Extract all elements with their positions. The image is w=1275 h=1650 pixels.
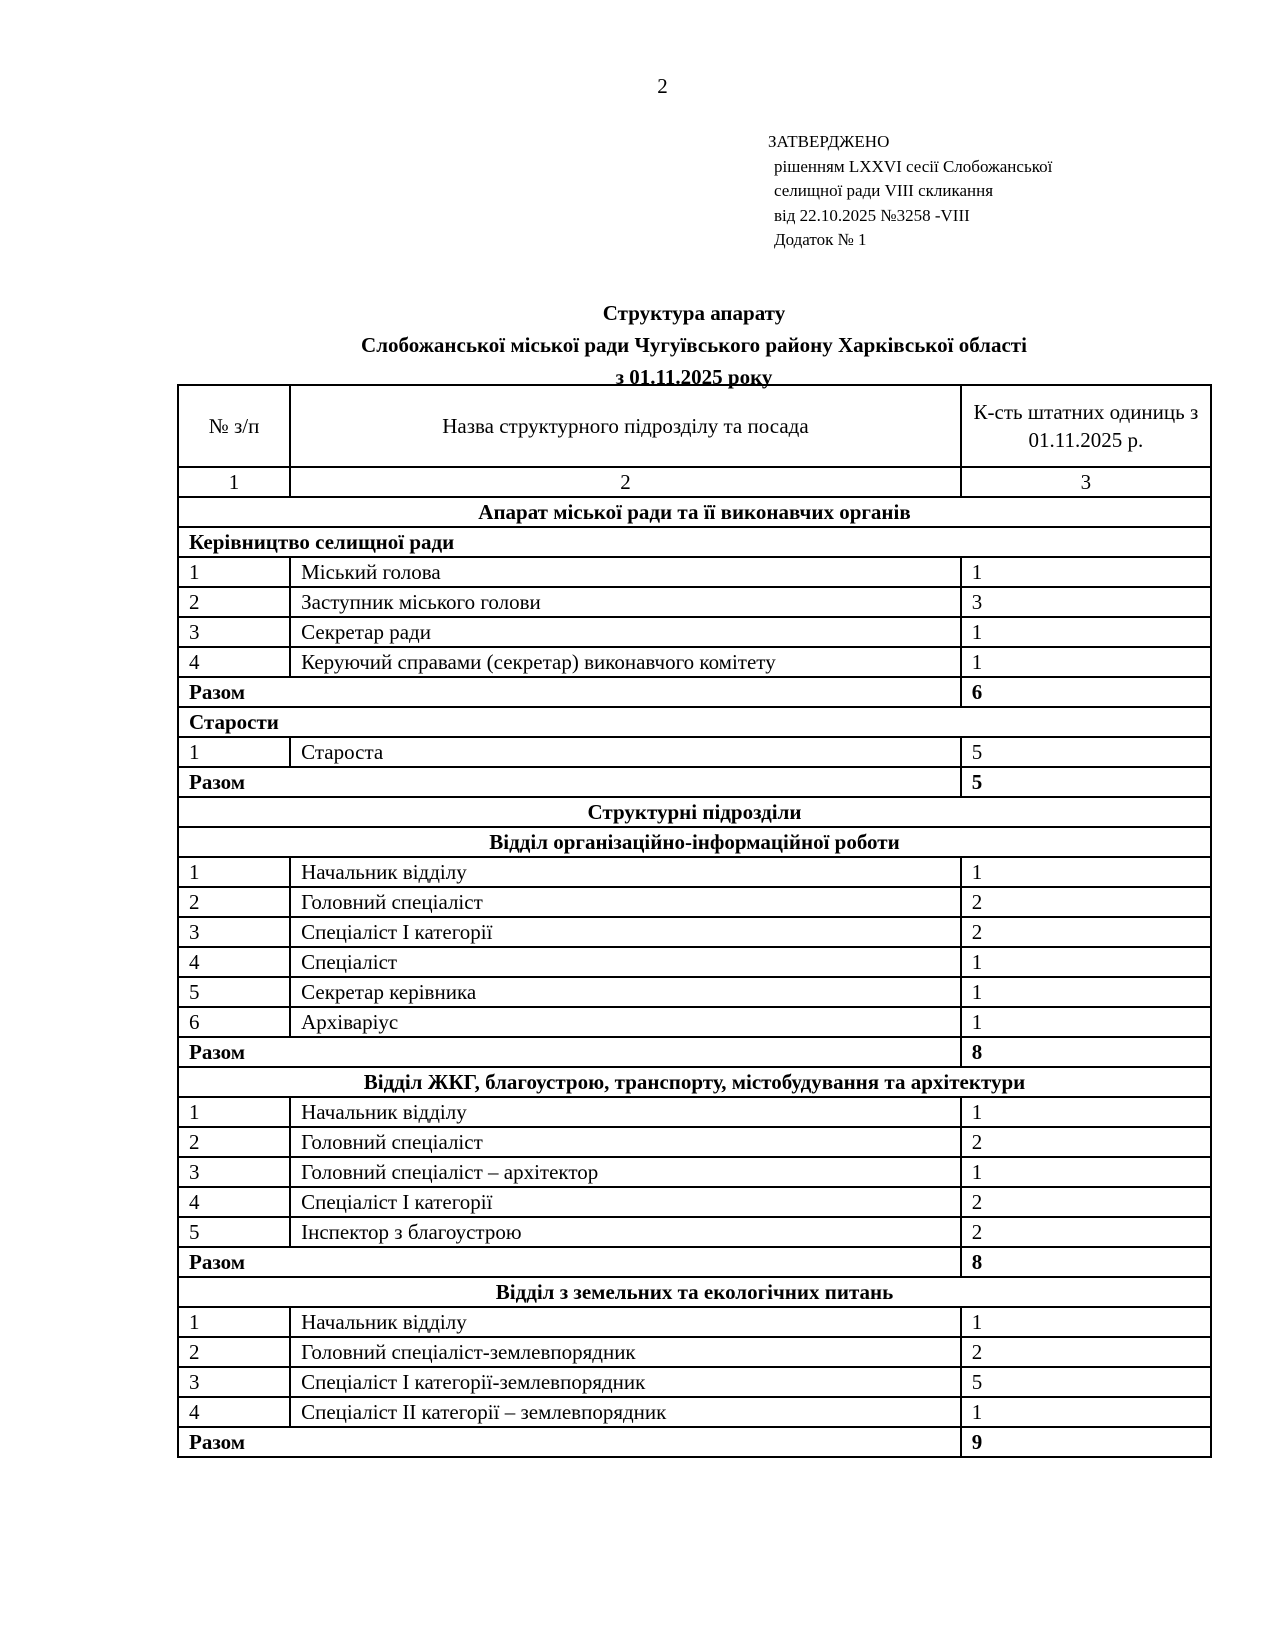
row-number: 1 [178, 1307, 290, 1337]
row-number: 4 [178, 647, 290, 677]
staff-count: 2 [961, 1187, 1211, 1217]
row-number: 4 [178, 947, 290, 977]
staff-count: 5 [961, 1367, 1211, 1397]
group-heading-row [178, 707, 1211, 737]
table-row [178, 947, 1211, 977]
section-heading-row [178, 827, 1211, 857]
total-count: 6 [961, 677, 1211, 707]
section-heading-row [178, 497, 1211, 527]
total-row [178, 1247, 1211, 1277]
row-number: 5 [178, 1217, 290, 1247]
table-row [178, 1007, 1211, 1037]
total-row [178, 767, 1211, 797]
staff-count: 1 [961, 1397, 1211, 1427]
row-number: 3 [178, 617, 290, 647]
row-number: 4 [178, 1397, 290, 1427]
section-heading-row [178, 797, 1211, 827]
table-header-row [178, 385, 1211, 467]
staff-count: 2 [961, 1127, 1211, 1157]
staff-count: 1 [961, 1307, 1211, 1337]
staff-count: 5 [961, 737, 1211, 767]
position-name: Головний спеціаліст [290, 887, 961, 917]
position-name: Секретар керівника [290, 977, 961, 1007]
staff-count: 3 [961, 587, 1211, 617]
total-label: Разом [178, 1037, 961, 1067]
row-number: 3 [178, 1367, 290, 1397]
staff-structure-table [177, 384, 1212, 1458]
table-row [178, 1367, 1211, 1397]
section-heading: Відділ з земельних та екологічних питань [178, 1277, 1211, 1307]
row-number: 2 [178, 587, 290, 617]
approval-council: селищної ради VIII скликання [774, 181, 994, 200]
row-number: 1 [178, 737, 290, 767]
row-number: 3 [178, 917, 290, 947]
approval-heading: ЗАТВЕРДЖЕНО [768, 132, 890, 151]
title-line-3: з 01.11.2025 року [615, 365, 773, 389]
table-row [178, 617, 1211, 647]
position-name: Інспектор з благоустрою [290, 1217, 961, 1247]
table-row [178, 1097, 1211, 1127]
table-row [178, 1157, 1211, 1187]
staff-count: 2 [961, 1337, 1211, 1367]
approval-date-number: від 22.10.2025 №3258 -VIII [774, 205, 970, 225]
position-name: Головний спеціаліст [290, 1127, 961, 1157]
table-row [178, 857, 1211, 887]
position-name: Спеціаліст І категорії-землевпорядник [290, 1367, 961, 1397]
row-number: 1 [178, 1097, 290, 1127]
total-label: Разом [178, 1247, 961, 1277]
table-row [178, 1187, 1211, 1217]
staff-count: 1 [961, 617, 1211, 647]
group-heading: Старости [178, 707, 1211, 737]
column-number: 2 [290, 467, 961, 497]
table-row [178, 1337, 1211, 1367]
title-line-1: Структура апарату [602, 301, 786, 325]
section-heading: Апарат міської ради та її виконавчих органів [178, 497, 1211, 527]
position-name: Начальник відділу [290, 1307, 961, 1337]
total-label: Разом [178, 1427, 961, 1457]
document-title [177, 297, 1211, 393]
section-heading: Структурні підрозділи [178, 797, 1211, 827]
row-number: 4 [178, 1187, 290, 1217]
position-name: Головний спеціаліст – архітектор [290, 1157, 961, 1187]
position-name: Староста [290, 737, 961, 767]
table-row [178, 1397, 1211, 1427]
approval-appendix: Додаток № 1 [774, 230, 867, 249]
staff-count: 1 [961, 947, 1211, 977]
total-count: 9 [961, 1427, 1211, 1457]
position-name: Архіваріус [290, 1007, 961, 1037]
column-number: 1 [178, 467, 290, 497]
row-number: 2 [178, 887, 290, 917]
staff-count: 2 [961, 887, 1211, 917]
table-row [178, 647, 1211, 677]
header-number: № з/п [178, 385, 290, 467]
page-number: 2 [657, 74, 668, 98]
position-name: Головний спеціаліст-землевпорядник [290, 1337, 961, 1367]
total-count: 8 [961, 1037, 1211, 1067]
row-number: 1 [178, 857, 290, 887]
row-number: 5 [178, 977, 290, 1007]
staff-count: 1 [961, 1007, 1211, 1037]
table-row [178, 1307, 1211, 1337]
position-name: Керуючий справами (секретар) виконавчого комітету [290, 647, 961, 677]
column-number-row [178, 467, 1211, 497]
header-count: К-сть штатних одиниць з 01.11.2025 р. [961, 385, 1211, 467]
table-row [178, 737, 1211, 767]
total-count: 8 [961, 1247, 1211, 1277]
staff-count: 1 [961, 557, 1211, 587]
total-label: Разом [178, 767, 961, 797]
staff-count: 1 [961, 647, 1211, 677]
staff-count: 1 [961, 977, 1211, 1007]
row-number: 3 [178, 1157, 290, 1187]
total-count: 5 [961, 767, 1211, 797]
table-row [178, 977, 1211, 1007]
total-row [178, 1037, 1211, 1067]
position-name: Заступник міського голови [290, 587, 961, 617]
approval-stamp [768, 130, 1052, 253]
section-heading: Відділ організаційно-інформаційної роботи [178, 827, 1211, 857]
position-name: Спеціаліст І категорії [290, 1187, 961, 1217]
table-row [178, 587, 1211, 617]
group-heading-row [178, 527, 1211, 557]
section-heading-row [178, 1277, 1211, 1307]
total-label: Разом [178, 677, 961, 707]
row-number: 6 [178, 1007, 290, 1037]
position-name: Міський голова [290, 557, 961, 587]
row-number: 2 [178, 1127, 290, 1157]
row-number: 2 [178, 1337, 290, 1367]
table-row [178, 1127, 1211, 1157]
total-row [178, 1427, 1211, 1457]
column-number: 3 [961, 467, 1211, 497]
header-name: Назва структурного підрозділу та посада [290, 385, 961, 467]
position-name: Спеціаліст ІІ категорії – землевпорядник [290, 1397, 961, 1427]
staff-count: 1 [961, 857, 1211, 887]
staff-count: 1 [961, 1097, 1211, 1127]
group-heading: Керівництво селищної ради [178, 527, 1211, 557]
position-name: Начальник відділу [290, 1097, 961, 1127]
position-name: Секретар ради [290, 617, 961, 647]
position-name: Спеціаліст [290, 947, 961, 977]
title-line-2: Слобожанської міської ради Чугуївського району Харківської області [361, 333, 1027, 357]
section-heading-row [178, 1067, 1211, 1097]
staff-count: 2 [961, 1217, 1211, 1247]
table-row [178, 557, 1211, 587]
table-row [178, 887, 1211, 917]
total-row [178, 677, 1211, 707]
position-name: Начальник відділу [290, 857, 961, 887]
table-row [178, 917, 1211, 947]
row-number: 1 [178, 557, 290, 587]
section-heading: Відділ ЖКГ, благоустрою, транспорту, містобудування та архітектури [178, 1067, 1211, 1097]
staff-count: 1 [961, 1157, 1211, 1187]
staff-count: 2 [961, 917, 1211, 947]
position-name: Спеціаліст І категорії [290, 917, 961, 947]
table-row [178, 1217, 1211, 1247]
approval-decision: рішенням LXXVI сесії Слобожанської [774, 156, 1053, 176]
